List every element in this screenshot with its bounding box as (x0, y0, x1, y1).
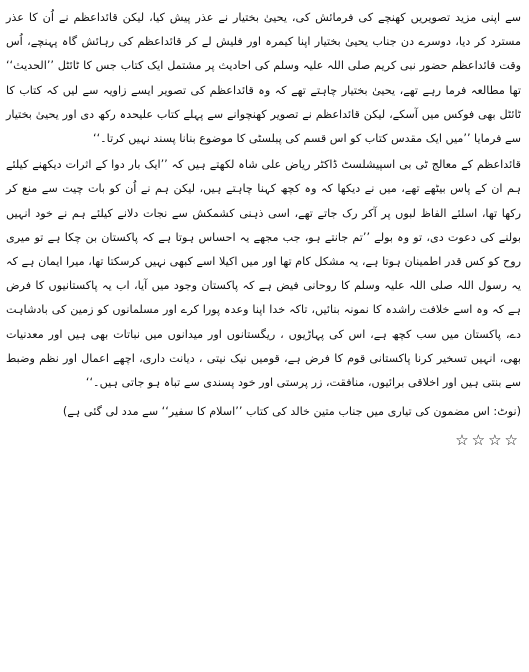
paragraph-doctor-account: قائداعظم کے معالج ٹی بی اسپیشلسٹ ڈاکٹر ریاض علی شاہ لکھتے ہیں کہ ’’ایک بار دوا کے اثرات دیکھنے کیلئے ہم ان کے پاس بیٹھے تھے، میں نے دیکھا کہ وہ کچھ کہنا چاہتے ہیں، لیکن ہم نے اُن کو بات چیت سے منع کر رکھا تھا، اسلئے الفاظ لبوں پر آکر رک جاتے تھے، اسی ذہنی کشمکش سے نجات دلانے کیلئے ہم نے خود انہیں بولنے کی دعوت دی، تو وہ بولے ’’تم جانتے ہو، جب مجھے یہ احساس ہوتا ہے کہ پاکستان بن چکا ہے تو میری روح کو کس قدر اطمینان ہوتا ہے، یہ مشکل کام تھا اور میں اکیلا اسے کبھی نہیں کرسکتا تھا، میرا ایمان ہے کہ یہ رسول اللہ صلی اللہ علیہ وسلم کا روحانی فیض ہے کہ پاکستان وجود میں آیا، اب یہ پاکستانیوں کا فرض ہے کہ وہ اسے خلافت راشدہ کا نمونہ بنائیں، تاکہ خدا اپنا وعدہ پورا کرے اور مسلمانوں کو زمین کی بادشاہت دے، پاکستان میں سب کچھ ہے، اس کی پہاڑیوں ، ریگستانوں اور میدانوں میں نباتات بھی ہیں اور معدنیات بھی، انہیں تسخیر کرنا پاکستانی قوم کا فرض ہے، قومیں نیک نیتی ، دیانت داری، اچھے اعمال اور نظم وضبط سے بنتی ہیں اور اخلاقی برائیوں، منافقت، زر پرستی اور خود پسندی سے تباہ ہو جاتی ہیں۔‘‘ (6, 158, 521, 390)
section-end-stars: ☆☆☆☆ (455, 431, 521, 450)
paragraph-jinnah-photograph-anecdote: سے اپنی مزید تصویریں کھنچے کی فرمائش کی، یحییٰ بختیار نے عذر پیش کیا، لیکن قائداعظم نے اُن کا عذر مسترد کر دیا، دوسرے دن جناب یحییٰ بختیار اپنا کیمرہ اور فلیش لے کر قائداعظم کی رہائش گاہ پہنچے، اُس وقت قائداعظم حضور نبی کریم صلی اللہ علیہ وسلم کی احادیث پر مشتمل ایک کتاب جس کا ٹائٹل ’’الحدیث‘‘ تھا مطالعہ فرما رہے تھے، یحییٰ بختیار چاہتے تھے کہ وہ قائداعظم کی تصویر ایسے زاویہ سے لیں کہ کتاب کا ٹائٹل بھی فوکس میں آسکے، لیکن قائداعظم نے تصویر کھنچوانے سے پہلے کتاب علیحدہ رکھ دی اور یحییٰ بختیار سے فرمایا ’’میں ایک مقدس کتاب کو اس قسم کی پبلسٹی کا موضوع بنانا پسند نہیں کرتا۔‘‘ (6, 11, 521, 146)
source-note: (نوٹ: اس مضمون کی تیاری میں جناب متین خالد کی کتاب ’’اسلام کا سفیر‘‘ سے مدد لی گئی ہے) (62, 405, 521, 419)
